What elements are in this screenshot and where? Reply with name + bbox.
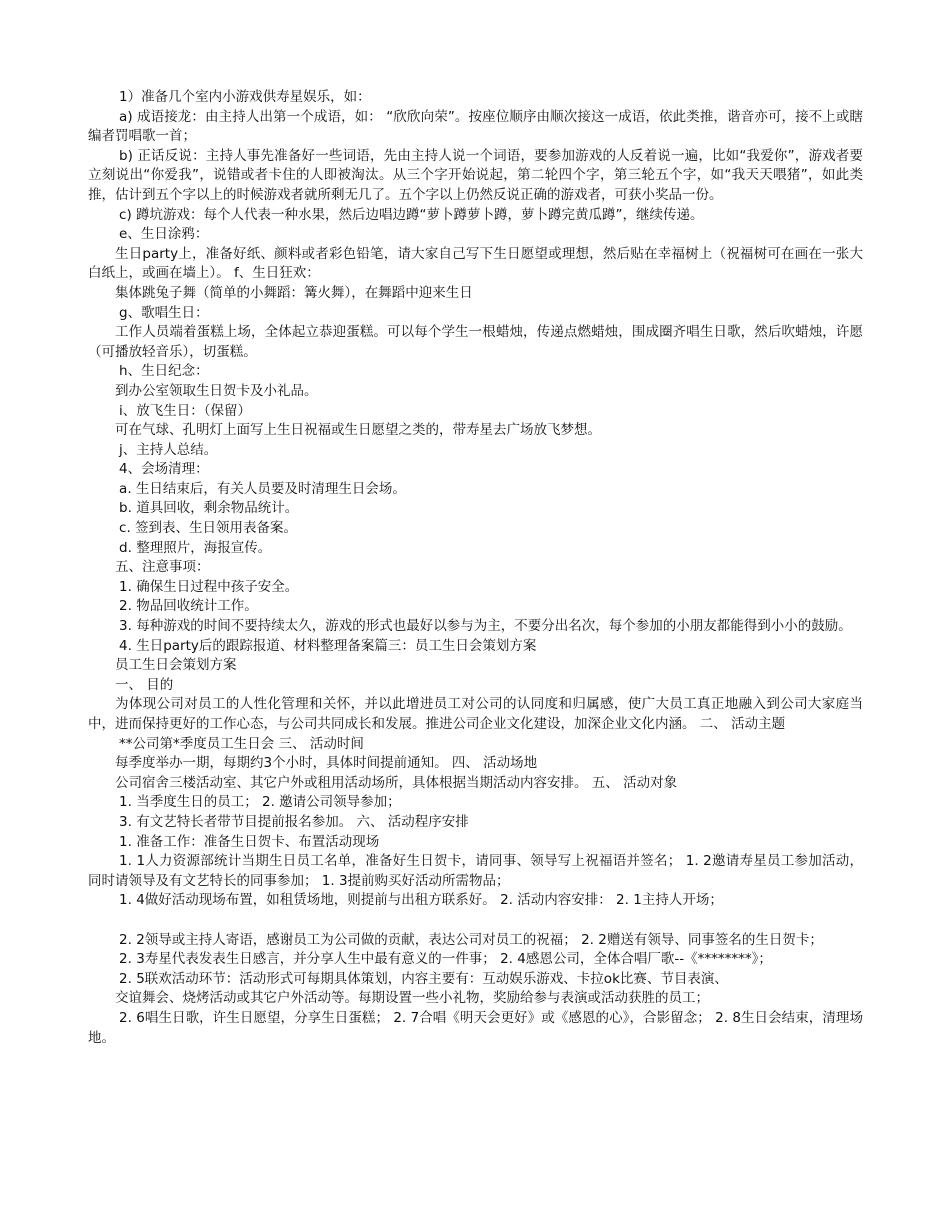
paragraph-squat-game: c) 蹲坑游戏：每个人代表一种水果，然后边唱边蹲“萝卜蹲萝卜蹲，萝卜蹲完黄瓜蹲”，继续传递。 xyxy=(119,206,704,223)
paragraph-notes-heading: 五、注意事项： xyxy=(115,559,210,576)
paragraph-note-3: 3. 每种游戏的时间不要持续太久，游戏的形式也最好以参与为主，不要分出名次，每个参加的小朋友都能得到小小的鼓励。 xyxy=(119,618,852,635)
paragraph-release-body: 可在气球、孔明灯上面写上生日祝福或生日愿望之类的，带寿星去广场放飞梦想。 xyxy=(115,422,601,439)
paragraph-prep-1: 1. 1人力资源部统计当期生日员工名单，准备好生日贺卡，请同事、领导写上祝福语并签名； 1. 2邀请寿星员工参加活动，同时请领导及有文艺特长的同事参加； 1. 3提前购买好活动所需物品； xyxy=(88,853,863,889)
paragraph-program-2: 2. 3寿星代表发表生日感言，并分享人生中最有意义的一件事； 2. 4感恩公司，全体合唱厂歌--《********》； xyxy=(119,951,772,968)
paragraph-audience-1: 1. 当季度生日的员工； 2. 邀请公司领导参加； xyxy=(119,794,401,811)
paragraph-note-2: 2. 物品回收统计工作。 xyxy=(119,598,258,615)
paragraph-prep-heading: 1. 准备工作：准备生日贺卡、布置活动现场 xyxy=(119,833,380,850)
paragraph-cake: 工作人员端着蛋糕上场，全体起立恭迎蛋糕。可以每个学生一根蜡烛，传递点燃蜡烛，围成圈齐唱生日歌，然后吹蜡烛，许愿（可播放轻音乐），切蛋糕。 xyxy=(88,324,863,360)
paragraph-cleanup-d: d. 整理照片，海报宣传。 xyxy=(119,539,272,556)
paragraph-doodle-body: 生日party上，准备好纸、颜料或者彩色铅笔，请大家自己写下生日愿望或理想，然后贴在幸福树上（祝福树可在画在一张大白纸上，或画在墙上）。 f、生日狂欢： xyxy=(88,245,863,282)
paragraph-cleanup-heading: 4、会场清理： xyxy=(119,461,209,478)
paragraph-purpose-heading: 一、 目的 xyxy=(115,676,174,693)
paragraph-memento-heading: h、生日纪念： xyxy=(119,363,209,380)
paragraph-program-1: 2. 2领导或主持人寄语，感谢员工为公司做的贡献，表达公司对员工的祝福； 2. 2赠送有领导、同事签名的生日贺卡； xyxy=(119,931,823,948)
document-page xyxy=(88,88,863,1048)
paragraph-plan-title: 员工生日会策划方案 xyxy=(115,657,237,674)
paragraph-theme: **公司第*季度员工生日会 三、 活动时间 xyxy=(119,735,364,752)
paragraph-cleanup-a: a. 生日结束后，有关人员要及时清理生日会场。 xyxy=(119,480,406,497)
paragraph-memento-body: 到办公室领取生日贺卡及小礼品。 xyxy=(115,382,318,399)
paragraph-program-5: 2. 6唱生日歌，许生日愿望，分享生日蛋糕； 2. 7合唱《明天会更好》或《感恩的心》，合影留念； 2. 8生日会结束，清理场地。 xyxy=(88,1009,863,1046)
paragraph-program-4: 交谊舞会、烧烤活动或其它户外活动等。每期设置一些小礼物，奖励给参与表演或活动获胜的员工； xyxy=(115,990,709,1007)
paragraph-reverse-speech: b) 正话反说：主持人事先准备好一些词语，先由主持人说一个词语，要参加游戏的人反着说一遍，比如“我爱你”，游戏者要立刻说出“你爱我”，说错或者卡住的人即被淘汰。从三个字开始说起，第二轮四个字，第三轮五个字，如“我天天喂猪”，如此类推，估计到五个字以上的时候游戏者就所剩无几了。五个字以上仍然反说正确的游戏者，可获小奖品一份。 xyxy=(88,147,863,203)
paragraph-program-3: 2. 5联欢活动环节：活动形式可每期具体策划，内容主要有：互动娱乐游戏、卡拉ok比赛、节目表演、 xyxy=(119,970,728,987)
paragraph-release-heading: i、放飞生日：（保留） xyxy=(119,402,252,419)
paragraph-sing-heading: g、歌唱生日： xyxy=(119,304,209,321)
paragraph-time: 每季度举办一期，每期约3个小时，具体时间提前通知。 四、 活动场地 xyxy=(115,755,538,772)
paragraph-host-summary: j、主持人总结。 xyxy=(119,441,218,458)
paragraph-venue: 公司宿舍三楼活动室、其它户外或租用活动场所，具体根据当期活动内容安排。 五、 活动对象 xyxy=(115,774,678,791)
paragraph-indoor-games: 1）准备几个室内小游戏供寿星娱乐，如： xyxy=(119,89,371,105)
paragraph-cleanup-c: c. 签到表、生日领用表备案。 xyxy=(119,520,298,537)
paragraph-audience-2: 3. 有文艺特长者带节目提前报名参加。 六、 活动程序安排 xyxy=(119,813,469,830)
paragraph-idiom-chain: a) 成语接龙：由主持人出第一个成语，如： “欣欣向荣”。按座位顺序由顺次接这一成语，依此类推，谐音亦可，接不上或瞎编者罚唱歌一首； xyxy=(88,108,863,145)
paragraph-note-4: 4. 生日party后的跟踪报道、材料整理备案篇三：员工生日会策划方案 xyxy=(119,637,537,654)
paragraph-rabbit-dance: 集体跳兔子舞（简单的小舞蹈：篝火舞），在舞蹈中迎来生日 xyxy=(115,284,473,301)
paragraph-prep-2: 1. 4做好活动现场布置，如租赁场地，则提前与出租方联系好。 2. 活动内容安排： 2. 1主持人开场； xyxy=(119,892,723,909)
paragraph-cleanup-b: b. 道具回收，剩余物品统计。 xyxy=(119,500,299,517)
paragraph-doodle-heading: e、生日涂鸦： xyxy=(119,226,209,243)
paragraph-purpose-body: 为体现公司对员工的人性化管理和关怀，并以此增进员工对公司的认同度和归属感，使广大员工真正地融入到公司大家庭当中，进而保持更好的工作心态，与公司共同成长和发展。推进公司企业文化建设，加深企业文化内涵。 二、 活动主题 xyxy=(88,696,863,732)
paragraph-note-1: 1. 确保生日过程中孩子安全。 xyxy=(119,578,299,595)
